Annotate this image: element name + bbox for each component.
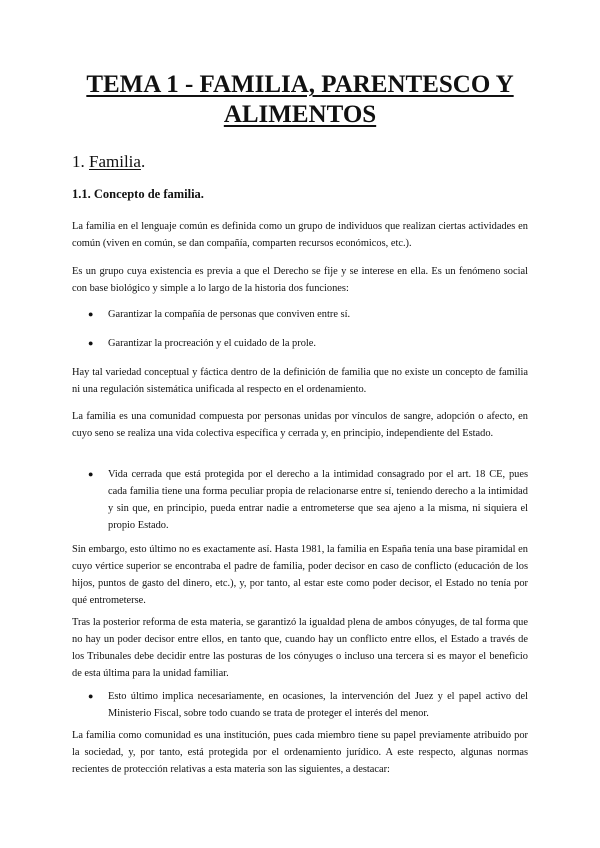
bullet-item-3: [88, 466, 528, 534]
subsection-heading: 1.1. Concepto de familia.: [72, 187, 204, 201]
section-number: 1.: [72, 152, 85, 171]
section-title: Familia: [89, 152, 141, 171]
bullet-icon: ●: [88, 691, 94, 701]
paragraph-6: Tras la posterior reforma de esta materia, se garantizó la igualdad plena de ambos cónyuges, de tal forma que no hay un poder decisor entre ellos, en tanto que, cuando hay un conflicto entre ellos, el Estado a través de los Tribunales debe decidir entre las posturas de los cónyuges o incluso una tercera si es mayor el beneficio de esta última para la unidad familiar.: [72, 617, 528, 679]
paragraph-7: La familia como comunidad es una institución, pues cada miembro tiene su papel previamente atribuido por la sociedad, y, por tanto, está protegida por el ordenamiento jurídico. A este respecto, algunas normas recientes de protección relativas a esta materia son las siguientes, a destacar:: [72, 730, 528, 775]
bullet-item-2: [88, 335, 528, 352]
bullet-text: Garantizar la procreación y el cuidado de la prole.: [108, 338, 316, 349]
paragraph-3: Hay tal variedad conceptual y fáctica dentro de la definición de familia que no existe un concepto de familia ni una regulación sistemática unificada al respecto en el ordenamiento.: [72, 367, 528, 395]
bullet-item-4: [88, 688, 528, 722]
section-suffix: .: [140, 152, 146, 171]
section-heading: [72, 152, 145, 172]
bullet-text: Garantizar la compañía de personas que conviven entre sí.: [108, 309, 351, 320]
bullet-item-1: [88, 306, 528, 323]
paragraph-1: La familia en el lenguaje común es definida como un grupo de individuos que realizan ciertas actividades en común (viven en común, se dan compañía, comparten recursos económicos, etc.).: [72, 221, 528, 249]
page-title: TEMA 1 - FAMILIA, PARENTESCO Y ALIMENTOS: [86, 71, 514, 128]
bullet-text: Vida cerrada que está protegida por el derecho a la intimidad consagrado por el art. 18 CE, pues cada familia tiene una forma peculiar propia de relacionarse entre sí, teniendo derecho a la intimidad y sin que, en principio, pueda entrar nadie a entrometerse que sea ajeno a la misma, ni siquiera el propio Estado.: [108, 469, 528, 531]
bullet-icon: ●: [88, 338, 94, 348]
paragraph-5: Sin embargo, esto último no es exactamente así. Hasta 1981, la familia en España tenía una base piramidal en cuyo vértice superior se encontraba el padre de familia, poder decisor en caso de conflicto (educación de los hijos, puntos de gasto del dinero, etc.), y, por tanto, al estar este como poder decisor, el Estado no tenía por qué entrometerse.: [72, 544, 528, 606]
bullet-icon: ●: [88, 309, 94, 319]
bullet-text: Esto último implica necesariamente, en ocasiones, la intervención del Juez y el papel activo del Ministerio Fiscal, sobre todo cuando se trata de proteger el interés del menor.: [108, 691, 528, 719]
bullet-icon: ●: [88, 469, 94, 479]
paragraph-2: Es un grupo cuya existencia es previa a que el Derecho se fije y se interese en ella. Es un fenómeno social con base biológico y simple a lo largo de la historia dos funciones:: [72, 266, 528, 294]
paragraph-4: La familia es una comunidad compuesta por personas unidas por vínculos de sangre, adopción o afecto, en cuyo seno se realiza una vida colectiva específica y cerrada y, en principio, independiente del Estado.: [72, 411, 528, 439]
